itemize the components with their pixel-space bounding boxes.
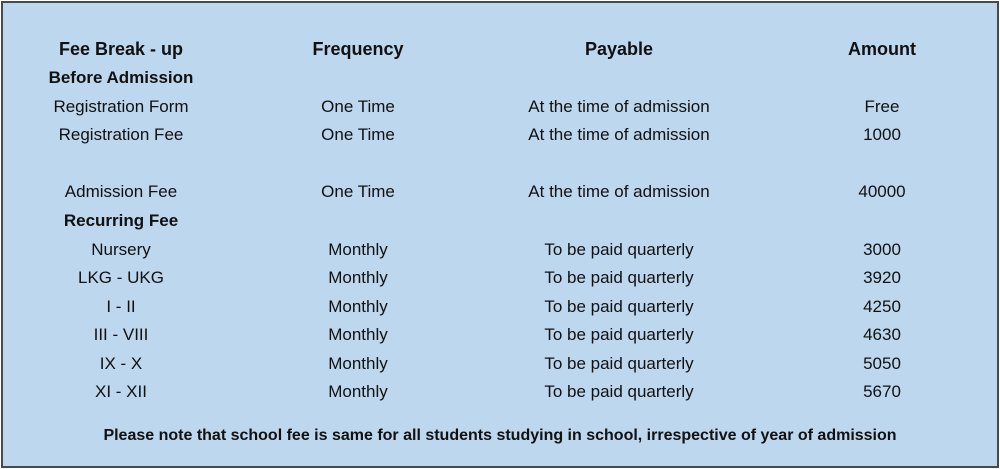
fee-frequency: Monthly xyxy=(328,240,388,259)
table-row xyxy=(3,293,997,321)
fee-frequency: One Time xyxy=(321,97,395,116)
fee-amount: 40000 xyxy=(858,182,906,201)
fee-amount: 5050 xyxy=(863,354,901,373)
fee-payable: To be paid quarterly xyxy=(544,382,694,401)
fee-payable: To be paid quarterly xyxy=(544,297,694,316)
table-row xyxy=(3,93,997,121)
fee-name: XI - XII xyxy=(95,382,147,401)
header-amount: Amount xyxy=(848,39,916,59)
fee-amount: Free xyxy=(864,97,900,116)
table-row xyxy=(3,178,997,206)
table-row xyxy=(3,350,997,378)
fee-payable: To be paid quarterly xyxy=(544,354,694,373)
fee-amount: 4250 xyxy=(863,297,901,316)
table-header-row xyxy=(3,35,997,63)
fee-amount: 3920 xyxy=(863,268,901,287)
fee-payable: At the time of admission xyxy=(528,182,710,201)
fee-name: Registration Form xyxy=(53,97,189,116)
fee-name: IX - X xyxy=(99,354,143,373)
header-fee-breakup: Fee Break - up xyxy=(58,39,184,59)
header-payable: Payable xyxy=(584,39,654,59)
fee-frequency: One Time xyxy=(321,182,395,201)
section-title: Before Admission xyxy=(48,68,194,87)
fee-payable: At the time of admission xyxy=(528,125,710,144)
fee-frequency: Monthly xyxy=(328,325,388,344)
fee-payable: To be paid quarterly xyxy=(544,325,694,344)
fee-frequency: Monthly xyxy=(328,354,388,373)
table-row xyxy=(3,236,997,264)
fee-amount: 1000 xyxy=(863,125,901,144)
fee-frequency: One Time xyxy=(321,125,395,144)
fee-payable: To be paid quarterly xyxy=(544,268,694,287)
fee-name: Admission Fee xyxy=(64,182,178,201)
section-before-admission xyxy=(3,64,997,92)
fee-frequency: Monthly xyxy=(328,297,388,316)
fee-table-card xyxy=(1,1,999,468)
table-row xyxy=(3,121,997,149)
fee-note: Please note that school fee is same for all students studying in school, irrespective of year of admission xyxy=(103,427,897,444)
table-row xyxy=(3,321,997,349)
table-row xyxy=(3,264,997,292)
fee-amount: 4630 xyxy=(863,325,901,344)
fee-name: LKG - UKG xyxy=(78,268,164,287)
fee-amount: 3000 xyxy=(863,240,901,259)
section-recurring-fee xyxy=(3,207,997,235)
fee-name: Nursery xyxy=(91,240,151,259)
fee-amount: 5670 xyxy=(863,382,901,401)
section-title: Recurring Fee xyxy=(63,211,179,230)
fee-name: Registration Fee xyxy=(58,125,184,144)
fee-frequency: Monthly xyxy=(328,382,388,401)
header-frequency: Frequency xyxy=(312,39,404,59)
fee-payable: At the time of admission xyxy=(528,97,710,116)
table-row xyxy=(3,378,997,406)
fee-payable: To be paid quarterly xyxy=(544,240,694,259)
fee-frequency: Monthly xyxy=(328,268,388,287)
fee-name: III - VIII xyxy=(93,325,149,344)
fee-name: I - II xyxy=(106,297,136,316)
